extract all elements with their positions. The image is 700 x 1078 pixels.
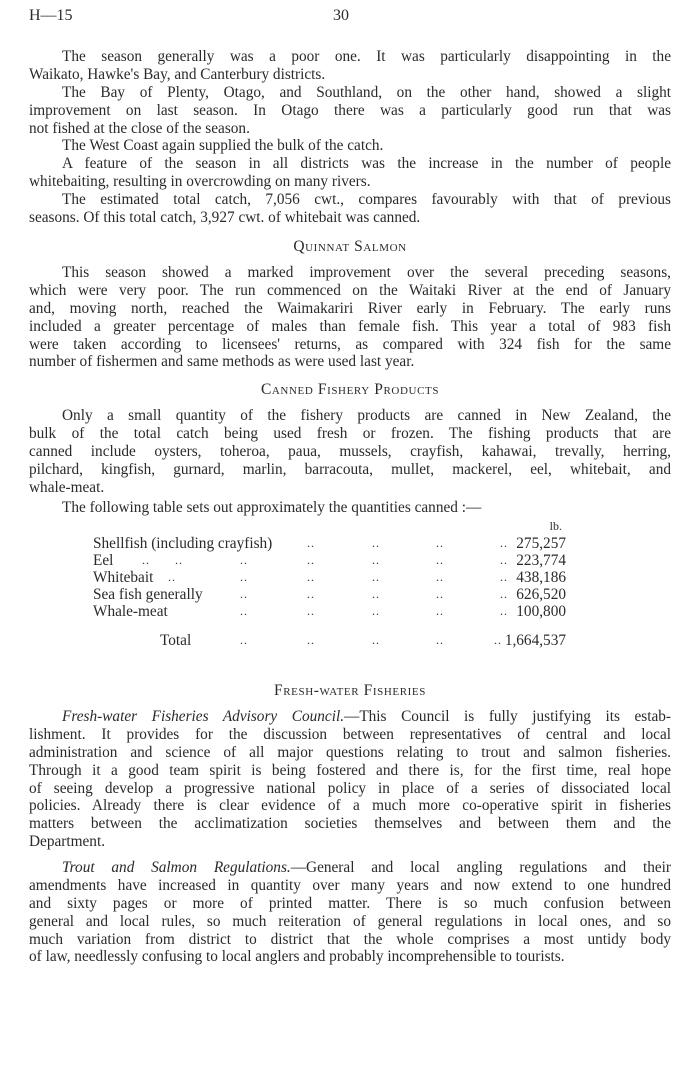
dot-leader: .. <box>240 604 248 618</box>
row-label: Sea fish generally <box>93 586 203 603</box>
text-line: This season showed a marked improvement over the several preceding seasons, <box>62 264 671 281</box>
dot-leader: .. <box>436 553 444 567</box>
advisory-council-paragraph <box>29 708 671 851</box>
table-row <box>0 535 700 552</box>
text-line: number of fishermen and same methods as were used last year. <box>29 353 415 371</box>
text-line: The West Coast again supplied the bulk of the catch. <box>62 137 384 155</box>
text-line: policies. Already there is clear evidence of a much more co-operative spirit in fisheries <box>29 797 671 815</box>
quinnat-paragraph <box>29 264 671 371</box>
text-line: whale-meat. <box>29 478 105 496</box>
row-label: Whale-meat <box>93 603 168 620</box>
table-row <box>0 552 700 569</box>
text-run: —This Council is fully justifying its estab- <box>344 708 671 725</box>
text-line: and sixty pages or more of printed matter. There is so much confusion between <box>29 894 671 912</box>
row-value: 100,800 <box>516 603 566 620</box>
dot-leader: .. <box>240 587 248 601</box>
text-line: and, moving north, reached the Waimakariri River early in February. The early runs <box>29 299 671 317</box>
canned-paragraph <box>29 407 671 496</box>
dot-leader: .. <box>372 633 380 647</box>
row-label: Eel <box>93 552 114 569</box>
dot-leader: .. <box>500 570 508 584</box>
text-line: lishment. It provides for the discussion between representatives of central and local <box>29 725 671 743</box>
text-line: A feature of the season in all districts was the increase in the number of people <box>62 155 671 173</box>
dot-leader: .. <box>436 604 444 618</box>
table-intro: The following table sets out approximately the quantities canned :— <box>62 499 482 516</box>
report-code: H—15 <box>29 7 73 24</box>
dot-leader: .. <box>307 536 315 550</box>
text-line: improvement on last season. In Otago there was a particularly good run that was <box>29 101 671 119</box>
text-line: not fished at the close of the season. <box>29 119 250 137</box>
text-line: The estimated total catch, 7,056 cwt., compares favourably with that of previous <box>62 191 671 209</box>
dot-leader: .. <box>372 570 380 584</box>
dot-leader: .. <box>307 604 315 618</box>
text-line: bulk of the total catch being used fresh or frozen. The fishing products that are <box>29 424 671 442</box>
dot-leader: .. <box>436 633 444 647</box>
dot-leader: .. <box>436 570 444 584</box>
table-row <box>0 586 700 603</box>
text-line: general and local rules, so much reiteration of general regulations in local ones, and so <box>29 912 671 930</box>
intro-paragraphs <box>29 48 671 227</box>
dot-leader: .. <box>240 553 248 567</box>
text-line: pilchard, kingfish, gurnard, marlin, barracouta, mullet, mackerel, eel, whitebait, and <box>29 460 671 478</box>
dot-leader: .. <box>307 587 315 601</box>
text-line: The season generally was a poor one. It was particularly disappointing in the <box>62 48 671 65</box>
dot-leader: .. <box>142 553 150 567</box>
dot-leader: .. <box>494 633 502 647</box>
dot-leader: .. <box>307 570 315 584</box>
table-row <box>0 569 700 586</box>
text-line: canned include oysters, toheroa, paua, mussels, crayfish, kahawai, trevally, herring, <box>29 442 671 460</box>
text-line: included a greater percentage of males than female fish. This year a total of 983 fish <box>29 317 671 335</box>
text-line: seasons. Of this total catch, 3,927 cwt. of whitebait was canned. <box>29 209 421 227</box>
page-number: 30 <box>333 7 349 24</box>
text-line: whitebaiting, resulting in overcrowding on many rivers. <box>29 173 371 191</box>
row-label: Shellfish (including crayfish) <box>93 535 273 552</box>
dot-leader: .. <box>175 553 183 567</box>
text-run: —General and local angling regulations and their <box>290 859 672 876</box>
dot-leader: .. <box>240 633 248 647</box>
dot-leader: .. <box>500 604 508 618</box>
dot-leader: .. <box>372 536 380 550</box>
row-label: Whitebait <box>93 569 154 586</box>
table-total-row <box>0 632 700 649</box>
text-line: matters between the acclimatization societies themselves and between them and the <box>29 815 671 833</box>
text-line: Only a small quantity of the fishery products are canned in New Zealand, the <box>62 407 671 424</box>
dot-leader: .. <box>500 587 508 601</box>
run-in-title: Fresh-water Fisheries Advisory Council. <box>62 708 345 725</box>
regulations-paragraph <box>29 859 671 966</box>
text-line: amendments have increased in quantity over many years and now extend to one hundred <box>29 876 671 894</box>
heading-quinnat-salmon: Quinnat Salmon <box>293 238 407 255</box>
row-value: 275,257 <box>516 535 566 552</box>
text-line: much variation from district to district that the whole comprises a most untidy body <box>29 930 671 948</box>
text-line: Through it a good team spirit is being fostered and there is, for the first time, real hope <box>29 761 671 779</box>
text-line: The Bay of Plenty, Otago, and Southland, on the other hand, showed a slight <box>62 83 671 101</box>
dot-leader: .. <box>307 553 315 567</box>
total-value: 1,664,537 <box>504 632 566 649</box>
row-value: 626,520 <box>516 586 566 603</box>
table-row <box>0 603 700 620</box>
total-label: Total <box>160 632 192 649</box>
dot-leader: .. <box>500 536 508 550</box>
text-line: Waikato, Hawke's Bay, and Canterbury districts. <box>29 65 326 83</box>
row-value: 438,186 <box>516 569 566 586</box>
dot-leader: .. <box>372 587 380 601</box>
table-unit-header <box>0 518 700 535</box>
text-line: of law, needlessly confusing to local anglers and probably incomprehensible to tourists. <box>29 948 565 966</box>
dot-leader: .. <box>436 536 444 550</box>
unit-label: lb. <box>549 519 562 533</box>
dot-leader: .. <box>372 604 380 618</box>
dot-leader: .. <box>372 553 380 567</box>
dot-leader: .. <box>500 553 508 567</box>
dot-leader: .. <box>168 570 176 584</box>
text-line <box>29 859 671 877</box>
heading-canned-fishery-products: Canned Fishery Products <box>260 381 440 398</box>
dot-leader: .. <box>240 570 248 584</box>
dot-leader: .. <box>436 587 444 601</box>
heading-fresh-water-fisheries: Fresh-water Fisheries <box>274 682 426 699</box>
text-line: of seeing develop a progressive national policy in place of a series of dissociated local <box>29 779 671 797</box>
dot-leader: .. <box>307 633 315 647</box>
text-line <box>29 708 671 726</box>
text-line: administration and science of all major questions relating to trout and salmon fisheries. <box>29 743 671 761</box>
text-line: Department. <box>29 833 106 851</box>
row-value: 223,774 <box>516 552 566 569</box>
text-line: which were very poor. The run commenced on the Waitaki River at the end of January <box>29 281 671 299</box>
text-line: were taken according to licensees' returns, as compared with 324 fish for the same <box>29 335 671 353</box>
run-in-title: Trout and Salmon Regulations. <box>62 859 291 876</box>
